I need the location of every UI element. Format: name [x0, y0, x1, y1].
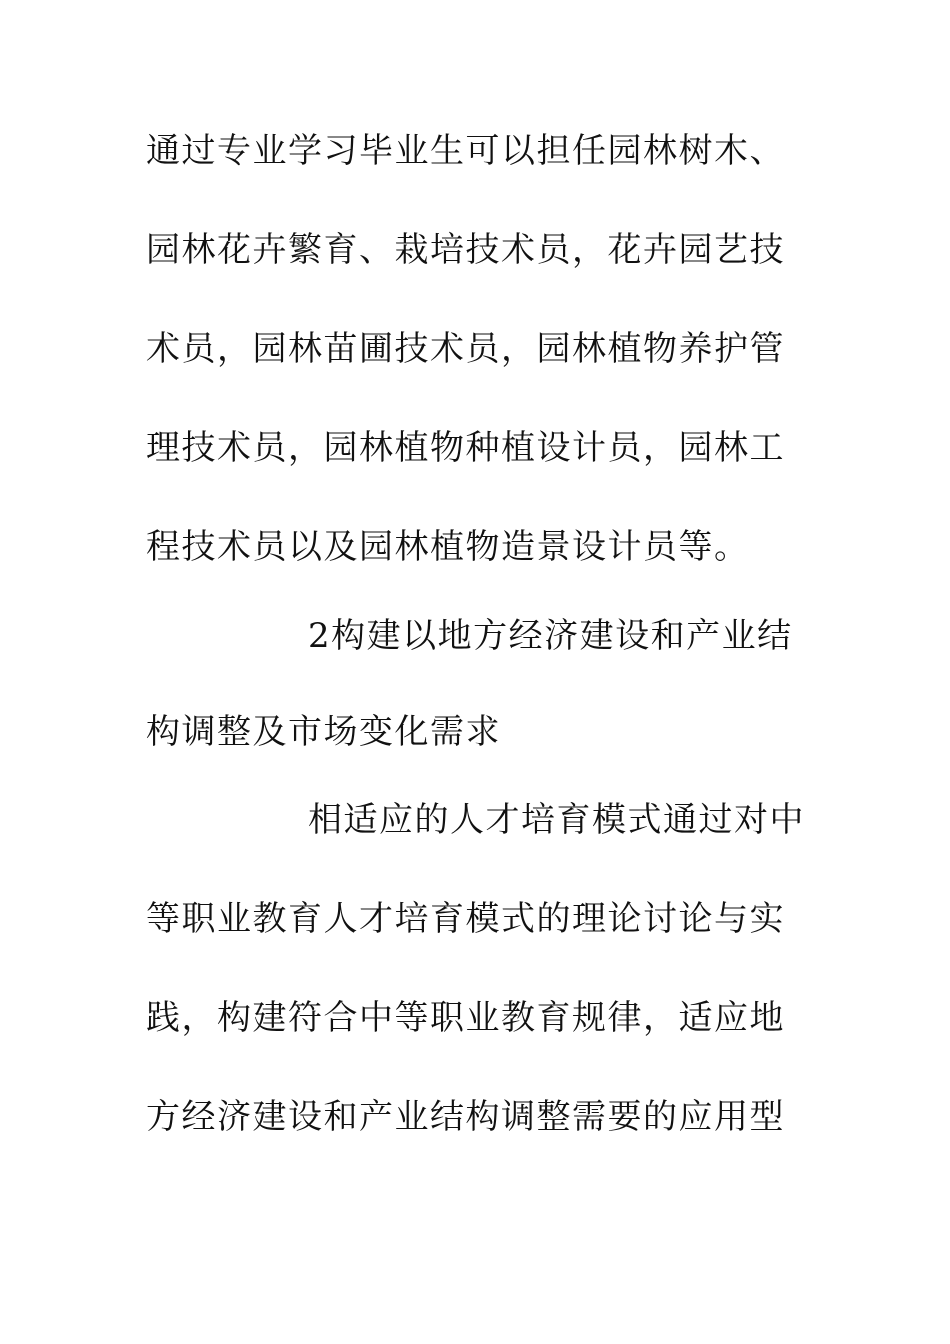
- paragraph-line: 践，构建符合中等职业教育规律，适应地: [146, 998, 785, 1038]
- paragraph-line: 相适应的人才培育模式通过对中: [308, 800, 805, 840]
- paragraph-line: 等职业教育人才培育模式的理论讨论与实: [146, 899, 785, 939]
- paragraph-line: 理技术员，园林植物种植设计员，园林工: [146, 428, 785, 468]
- paragraph-line: 术员，园林苗圃技术员，园林植物养护管: [146, 329, 785, 369]
- paragraph-line: 程技术员以及园林植物造景设计员等。: [146, 527, 750, 567]
- paragraph-line: 通过专业学习毕业生可以担任园林树木、: [146, 131, 785, 171]
- section-heading-line: 构调整及市场变化需求: [146, 712, 501, 752]
- paragraph-line: 方经济建设和产业结构调整需要的应用型: [146, 1097, 785, 1137]
- section-heading-line: 2构建以地方经济建设和产业结: [308, 616, 793, 656]
- paragraph-line: 园林花卉繁育、栽培技术员，花卉园艺技: [146, 230, 785, 270]
